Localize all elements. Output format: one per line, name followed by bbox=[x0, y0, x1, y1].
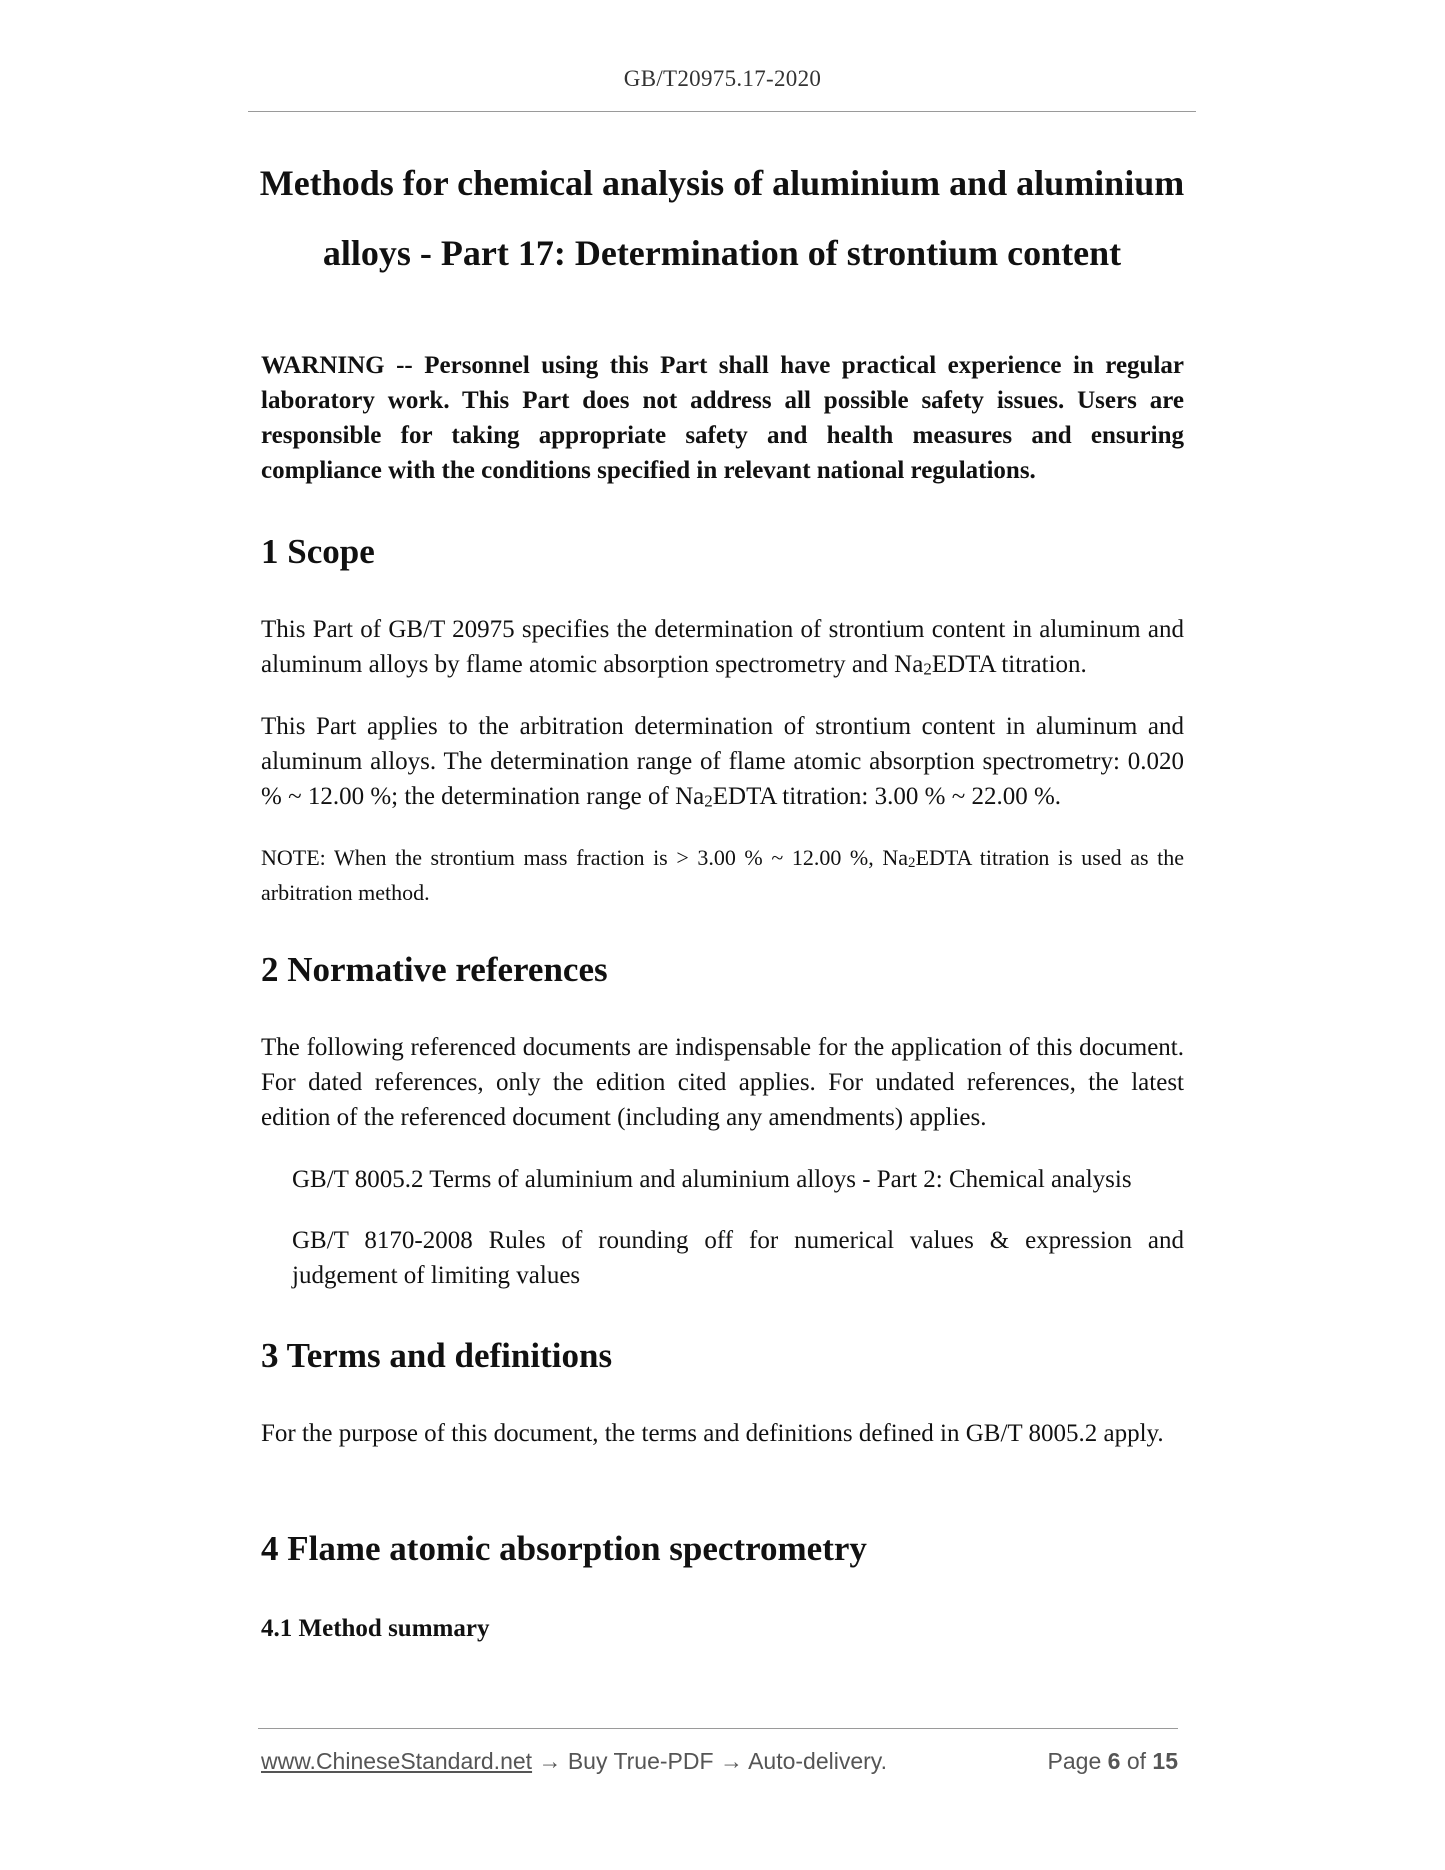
reference-item-gbt-8170: GB/T 8170-2008 Rules of rounding off for numerical values & expression and judgement of limiting values bbox=[292, 1227, 1184, 1289]
page-footer bbox=[261, 1748, 1178, 1778]
warning-paragraph: WARNING -- Personnel using this Part shall have practical experience in regular laboratory work. This Part does not address all possible safety issues. Users are responsible for taking appropriate safety and health measures and ensuring compliance with the conditions specified in relevant national regulations. bbox=[261, 352, 1184, 484]
buy-true-pdf-text: Buy True-PDF bbox=[567, 1748, 714, 1774]
terms-paragraph: For the purpose of this document, the terms and definitions defined in GB/T 8005.2 apply. bbox=[261, 1420, 1164, 1447]
subscript-2: 2 bbox=[704, 791, 713, 811]
document-title bbox=[248, 148, 1196, 288]
reference-item-gbt-8005-2: GB/T 8005.2 Terms of aluminium and aluminium alloys - Part 2: Chemical analysis bbox=[292, 1166, 1132, 1193]
title-line-1: Methods for chemical analysis of aluminium and aluminium bbox=[259, 163, 1185, 203]
footer-promo bbox=[261, 1748, 887, 1775]
arrow-icon: → bbox=[538, 1748, 562, 1774]
footer-divider bbox=[258, 1728, 1178, 1729]
section-heading-terms: 3 Terms and definitions bbox=[261, 1336, 613, 1375]
section-heading-scope: 1 Scope bbox=[261, 532, 375, 571]
website-link[interactable]: www.ChineseStandard.net bbox=[261, 1748, 533, 1774]
current-page-number: 6 bbox=[1107, 1748, 1121, 1774]
scope-paragraph-2 bbox=[261, 709, 1184, 814]
of-label: of bbox=[1126, 1748, 1147, 1774]
scope-note-text-end: EDTA titration is used as the arbitration method. bbox=[261, 845, 1184, 905]
scope-note bbox=[261, 840, 1184, 910]
scope-note-text: NOTE: When the strontium mass fraction is > 3.00 % ~ 12.00 %, Na bbox=[261, 845, 909, 870]
section-heading-normative-references: 2 Normative references bbox=[261, 950, 608, 989]
arrow-icon: → bbox=[719, 1748, 743, 1774]
subsection-heading-method-summary: 4.1 Method summary bbox=[261, 1615, 490, 1642]
auto-delivery-text: Auto-delivery. bbox=[748, 1748, 887, 1774]
scope-p2-text-end: EDTA titration: 3.00 % ~ 22.00 %. bbox=[712, 783, 1062, 810]
title-line-2: alloys - Part 17: Determination of strontium content bbox=[322, 233, 1122, 273]
normative-paragraph: The following referenced documents are indispensable for the application of this document. For dated references, only the edition cited applies. For undated references, the latest edition of the referenced document (including any amendments) applies. bbox=[261, 1034, 1184, 1131]
page-label: Page bbox=[1047, 1748, 1102, 1774]
total-page-count: 15 bbox=[1152, 1748, 1178, 1774]
subscript-2: 2 bbox=[923, 659, 932, 679]
scope-p1-text: This Part of GB/T 20975 specifies the determination of strontium content in aluminum and aluminum alloys by flame atomic absorption spectrometry and Na bbox=[261, 616, 1184, 678]
scope-p2-text: This Part applies to the arbitration determination of strontium content in aluminum and aluminum alloys. The determination range of flame atomic absorption spectrometry: 0.020 % ~ 12.00 %; the determination range of Na bbox=[261, 713, 1184, 810]
scope-paragraph-1 bbox=[261, 612, 1184, 682]
standard-code-header: GB/T20975.17-2020 bbox=[623, 66, 822, 91]
section-heading-faas: 4 Flame atomic absorption spectrometry bbox=[261, 1529, 867, 1568]
scope-p1-text-end: EDTA titration. bbox=[931, 651, 1087, 678]
page-indicator bbox=[1048, 1748, 1178, 1775]
header-divider bbox=[248, 111, 1196, 112]
subscript-2: 2 bbox=[908, 855, 916, 872]
